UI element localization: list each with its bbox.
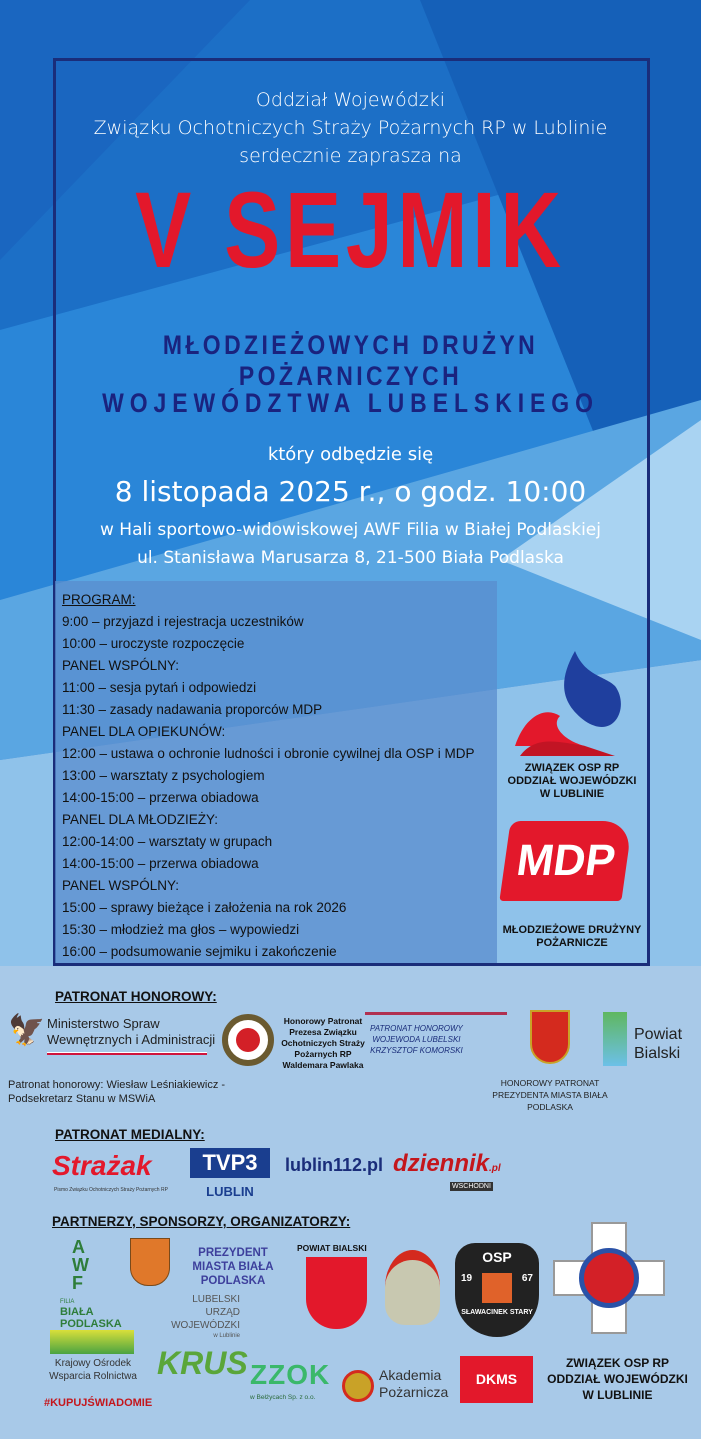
luw-line: URZĄD — [205, 1307, 240, 1318]
event-subtitle: MŁODZIEŻOWYCH DRUŻYN POŻARNICZYCH — [162, 330, 539, 391]
event-date: 8 listopada 2025 r., o godz. 10:00 — [114, 475, 587, 508]
org-line: serdecznie zaprasza na — [239, 145, 462, 167]
dziennik-text: dziennik — [393, 1150, 490, 1177]
place-line: w Hali sportowo-widowiskowej AWF Filia w Białej Podlaskiej — [100, 520, 601, 540]
kowr-icon — [50, 1330, 134, 1354]
place-line: ul. Stanisława Marusarza 8, 21-500 Biała Podlaska — [137, 548, 564, 568]
org-line: Związku Ochotniczych Straży Pożarnych RP w Lublinie — [93, 117, 608, 139]
osp-name: SŁAWACINEK STARY — [461, 1309, 533, 1316]
luw-line: w Lublinie — [213, 1333, 240, 1339]
city-crest-icon — [130, 1238, 170, 1286]
flag-stripe — [47, 1052, 207, 1055]
zzok-logo: ZZOK — [250, 1359, 331, 1390]
partners-heading: PARTNERZY, SPONSORZY, ORGANIZATORZY: — [52, 1214, 351, 1229]
event-place — [0, 516, 701, 572]
kowr-line: Krajowy Ośrodek — [54, 1358, 132, 1369]
zosp-line: ODDZIAŁ WOJEWÓDZKI — [547, 1372, 688, 1386]
note-line: Podsekretarz Stanu w MSWiA — [8, 1093, 156, 1105]
akademia-line: Akademia — [379, 1367, 442, 1383]
program-item: 13:00 – warsztaty z psychologiem — [62, 768, 265, 783]
which-text: który odbędzie się — [267, 444, 434, 465]
program-item: 14:00-15:00 – przerwa obiadowa — [62, 856, 259, 871]
year: 67 — [521, 1273, 533, 1284]
organizer-text — [0, 86, 701, 170]
voivode-patron — [370, 1023, 463, 1056]
zosp-badge-icon — [222, 1014, 274, 1066]
mayor-line: HONOROWY PATRONAT — [500, 1078, 600, 1088]
osp-text: OSP — [482, 1249, 512, 1265]
honorary-heading: PATRONAT HONOROWY: — [55, 989, 217, 1004]
luw-logo — [160, 1293, 240, 1340]
voivode-line: WOJEWODA LUBELSKI — [372, 1035, 461, 1044]
awf-sub2: BIAŁA PODLASKA — [60, 1306, 122, 1330]
dkms-logo: DKMS — [460, 1356, 533, 1403]
kupuj-hashtag: #KUPUJŚWIADOMIE — [44, 1397, 153, 1409]
program-item: PANEL WSPÓLNY: — [62, 658, 180, 673]
zosp-line: W LUBLINIE — [582, 1388, 653, 1402]
program-heading: PROGRAM: — [62, 592, 136, 607]
kowr-logo — [48, 1357, 138, 1383]
org-line: Oddział Wojewódzki — [255, 89, 446, 111]
mswia-logo — [47, 1016, 215, 1055]
krus-logo: KRUS — [157, 1345, 248, 1381]
zosp-cross-logo — [553, 1222, 665, 1334]
powiat-bialski-icon — [603, 1012, 627, 1066]
osp-flame-logo — [505, 646, 625, 761]
dziennik-logo — [393, 1150, 501, 1183]
lublin112-logo: lublin112.pl — [285, 1155, 384, 1175]
mdp-logo: MDP — [499, 821, 632, 901]
tvp3-sub: LUBLIN — [206, 1184, 254, 1199]
zosp-line: ZWIĄZEK OSP RP — [565, 1356, 670, 1370]
luw-line: LUBELSKI — [192, 1294, 240, 1305]
awf-sub — [60, 1298, 120, 1330]
voivode-line: KRZYSZTOF KOMORSKI — [370, 1046, 463, 1055]
zosp-patron: Honorowy Patronat Prezesa Związku Ochotniczych Straży Pożarnych RP Waldemara Pawlaka — [281, 1016, 365, 1070]
year: 19 — [461, 1273, 473, 1284]
program-box — [55, 581, 497, 963]
program-item: PANEL DLA MŁODZIEŻY: — [62, 812, 219, 827]
mayor-line: PREZYDENTA MIASTA BIAŁA PODLASKA — [492, 1090, 608, 1112]
program-item: 14:00-15:00 – przerwa obiadowa — [62, 790, 259, 805]
program-item: 12:00 – ustawa o ochronie ludności i obronie cywilnej dla OSP i MDP — [62, 746, 475, 761]
voivode-head: PATRONAT HONOROWY — [370, 1024, 463, 1033]
biala-podlaska-crest-icon — [530, 1010, 570, 1064]
media-heading: PATRONAT MEDIALNY: — [55, 1127, 205, 1142]
awf-logo: AWF — [72, 1237, 89, 1293]
program-item: 16:00 – podsumowanie sejmiku i zakończenie — [62, 944, 337, 959]
program-item: 15:00 – sprawy bieżące i założenia na rok 2026 — [62, 900, 347, 915]
zzok-sub: w Bełżycach Sp. z o.o. — [250, 1394, 316, 1401]
zosp-label — [540, 1355, 695, 1403]
program-item: PANEL DLA OPIEKUNÓW: — [62, 724, 226, 739]
strazak-sub: Pismo Związku Ochotniczych Straży Pożarnych RP — [54, 1187, 168, 1193]
dziennik-pl: .pl — [489, 1163, 501, 1174]
mayor-patron — [470, 1077, 630, 1113]
divider — [365, 1012, 507, 1015]
dziennik-sub: WSCHODNI — [452, 1183, 491, 1190]
program-item: 15:30 – młodzież ma głos – wypowiedzi — [62, 922, 300, 937]
tvp3-logo: TVP3 — [190, 1148, 270, 1178]
honorary-note — [8, 1078, 225, 1106]
osp-slawacinek-logo — [455, 1243, 539, 1337]
powiat-bialski-logo: Powiat Bialski — [634, 1026, 683, 1062]
prezydent-logo: PREZYDENT MIASTA BIAŁA PODLASKA — [192, 1247, 274, 1287]
program-item: 12:00-14:00 – warsztaty w grupach — [62, 834, 273, 849]
powiat-label: POWIAT BIALSKI — [297, 1243, 367, 1253]
program-item: 9:00 – przyjazd i rejestracja uczestników — [62, 614, 304, 629]
strazak-logo: Strażak — [52, 1150, 152, 1181]
program-item: PANEL WSPÓLNY: — [62, 878, 180, 893]
luw-line: WOJEWÓDZKI — [171, 1320, 240, 1331]
mswia-line: Wewnętrznych i Administracji — [47, 1032, 216, 1047]
akademia-logo — [379, 1367, 448, 1401]
mdp-label: MŁODZIEŻOWE DRUŻYNY POŻARNICZE — [502, 924, 642, 949]
note-line: Patronat honorowy: Wiesław Leśniakiewicz - — [8, 1079, 226, 1091]
akademia-emblem-icon — [342, 1370, 374, 1402]
event-subtitle: WOJEWÓDZTWA LUBELSKIEGO — [102, 388, 599, 418]
program-item: 11:30 – zasady nadawania proporców MDP — [62, 702, 323, 717]
program-item: 11:00 – sesja pytań i odpowiedzi — [62, 680, 257, 695]
eagle-icon: 🦅 — [8, 1014, 46, 1047]
side-logos — [497, 581, 647, 963]
mswia-line: Ministerstwo Spraw — [47, 1016, 160, 1031]
awf-sub1: FILIA — [60, 1299, 75, 1305]
osp-label: ZWIĄZEK OSP RP ODDZIAŁ WOJEWÓDZKI W LUBLINIE — [507, 762, 637, 800]
kowr-line: Wsparcia Rolnictwa — [49, 1371, 137, 1382]
event-title: V SEJMIK — [135, 169, 566, 290]
fire-service-emblem-icon — [385, 1250, 440, 1325]
program-item: 10:00 – uroczyste rozpoczęcie — [62, 636, 245, 651]
pogon-crest-icon — [306, 1257, 367, 1329]
akademia-line: Pożarnicza — [379, 1384, 449, 1400]
